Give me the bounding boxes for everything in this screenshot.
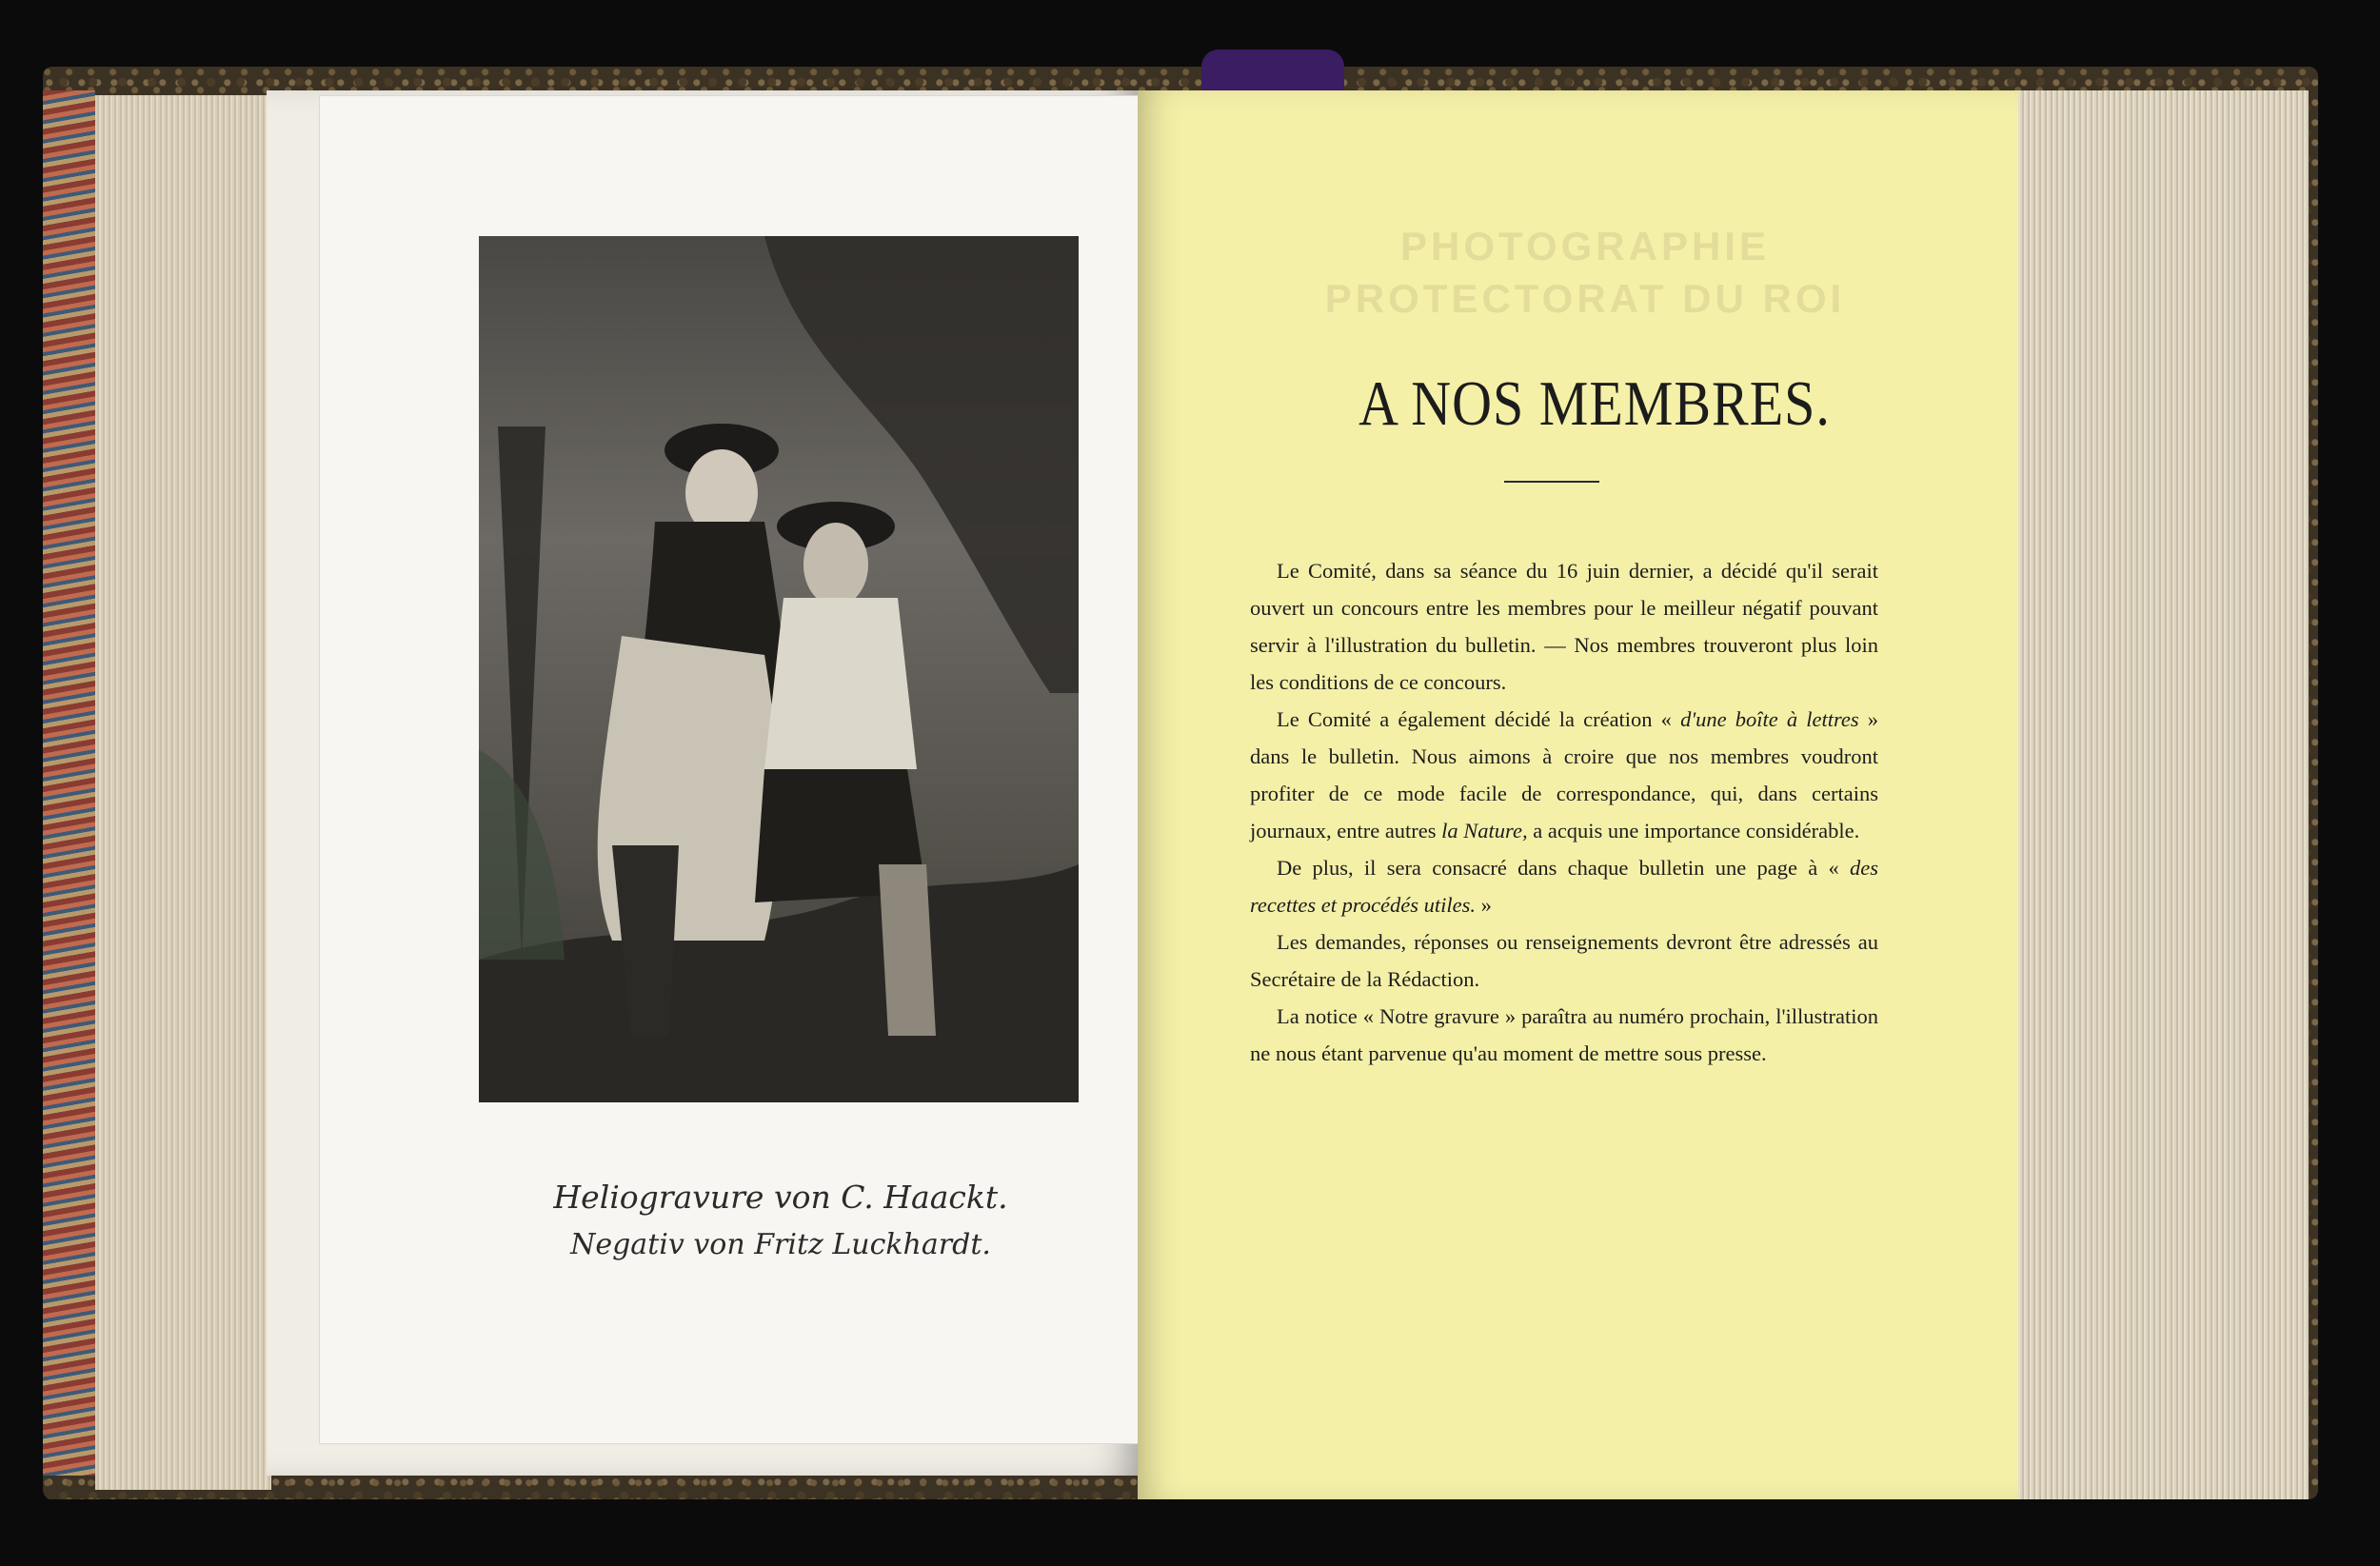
title-divider: [1504, 481, 1599, 483]
page-title: A NOS MEMBRES.: [1359, 367, 1831, 439]
paragraph: La notice « Notre gravure » paraîtra au numéro prochain, l'illustration ne nous étant parvenue qu'au moment de mettre sous presse.: [1250, 1004, 1878, 1065]
bleed-through-text: PROTECTORAT DU ROI: [1324, 276, 1846, 321]
page-stack-right: [2009, 90, 2309, 1499]
engraver-credit: Heliogravure von C. Haackt.: [553, 1179, 1008, 1216]
heliogravure-photo: [479, 236, 1079, 1102]
paragraph: Le Comité a également décidé la création « d'une boîte à lettres » dans le bulletin. Nous aimons à croire que nos membres voudront profiter de ce mode facile de correspondance, qui, dans certains journaux, entre autres la Nature, a acquis une importance considérable.: [1250, 707, 1878, 842]
bleed-through-text: PHOTOGRAPHIE: [1400, 224, 1770, 268]
marbled-edge: [43, 90, 95, 1476]
paragraph: Les demandes, réponses ou renseignements devront être adressés au Secrétaire de la Rédaction.: [1250, 930, 1878, 991]
photographer-credit: Negativ von Fritz Luckhardt.: [570, 1228, 991, 1261]
paragraph: De plus, il sera consacré dans chaque bulletin une page à « des recettes et procédés utiles. »: [1250, 856, 1878, 917]
paragraph: Le Comité, dans sa séance du 16 juin dernier, a décidé qu'il serait ouvert un concours entre les membres pour le meilleur négatif pouvant servir à l'illustration du bulletin. — Nos membres trouveront plus loin les conditions de ce concours.: [1250, 559, 1878, 694]
page-stack-left: [95, 95, 271, 1490]
article-body: [1250, 552, 1878, 1072]
